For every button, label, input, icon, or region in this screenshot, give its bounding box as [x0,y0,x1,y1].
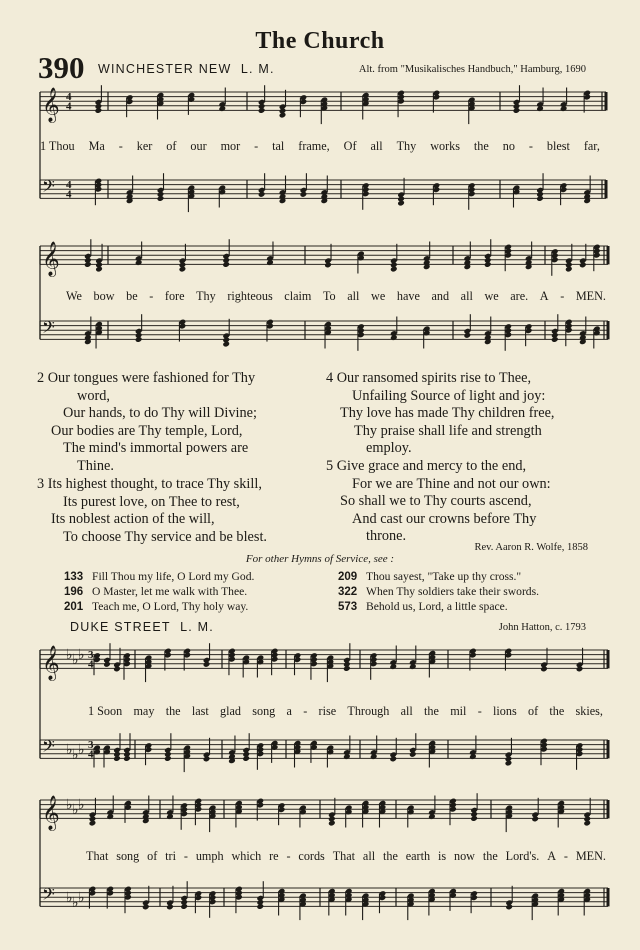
lyric-syllable: fore [164,289,185,303]
composer-credit: John Hatton, c. 1793 [498,622,586,633]
flat-icon: ♭ [78,889,85,906]
hymn2-lyric-line-2 [86,849,606,864]
lyric-syllable: of [527,704,539,718]
note-head [389,756,397,763]
lyric-syllable: Thy [196,289,216,303]
note-head [203,661,211,668]
lyric-syllable: and [431,289,450,303]
note-head [179,266,187,273]
time-signature-bottom: 4 [88,748,94,761]
note-head [222,341,230,348]
lyric-syllable: we [371,289,386,303]
note-head [222,261,230,268]
lyric-syllable: - [563,849,568,863]
time-signature-top: 4 [66,179,72,192]
lyric-syllable: claim [284,289,312,303]
lyric-syllable: - [477,704,482,718]
time-signature-bottom: 4 [88,658,94,671]
lyric-syllable: A [547,849,556,863]
lyric-syllable: are. [510,289,529,303]
lyric-syllable: the [424,704,439,718]
note-head [95,107,103,114]
lyric-syllable: last [191,704,209,718]
other-hymns-right [338,570,608,615]
stanza-line: The mind's immortal powers are [63,440,249,457]
flat-icon: ♭ [66,647,73,664]
hymn-reference[interactable] [338,585,608,600]
note-head [540,666,548,673]
note-head [242,755,250,762]
lyric-syllable: lions [493,704,517,718]
note-head [113,755,121,762]
lyric-syllable: - [149,289,154,303]
stanza-line: So shall we to Thy courts ascend, [340,493,532,510]
stanza-line: throne. [366,528,407,545]
lyric-syllable: works [430,139,460,153]
stanza-4 [326,370,616,458]
music-source: Alt. from "Musikalisches Handbuch," Hamburg, 1690 [358,64,586,75]
lyric-syllable: umph [195,849,224,863]
other-hymns-left [64,570,334,615]
stanza-2 [37,370,327,476]
lyric-syllable: which [231,849,262,863]
lyric-syllable: - [560,289,565,303]
lyric-syllable: song [252,704,276,718]
lyric-syllable: ker [136,139,153,153]
note-head [505,760,513,767]
lyric-syllable: That [86,849,109,863]
lyric-syllable: glad [220,704,241,718]
page-title: The Church [255,28,385,54]
lyric-syllable: we [484,289,499,303]
note-head [565,266,573,273]
lyric-syllable: all [347,289,360,303]
lyric-syllable: bow [93,289,115,303]
note-head [84,261,92,268]
note-head [258,191,266,198]
note-head [142,904,150,911]
stanza-line: Its noblest action of the will, [51,511,215,528]
reference-number: 201 [64,601,84,613]
reference-title: Fill Thou my life, O Lord my God. [92,570,255,583]
lyric-syllable: the [473,139,489,153]
lyric-syllable: all [460,289,473,303]
stanza-line: To choose Thy service and be blest. [63,528,267,545]
lyric-syllable: song [116,849,140,863]
hymn-reference[interactable] [64,585,334,600]
note-head [89,820,97,827]
note-head [343,665,351,672]
lyric-syllable: cords [298,849,325,863]
other-hymns-heading: For other Hymns of Service, see : [245,553,395,565]
stanza-5 [326,458,616,546]
note-head [279,112,287,119]
stanza-line: 2 Our tongues were fashioned for Thy [37,370,256,386]
note-head [258,107,266,114]
flat-icon: ♭ [66,741,73,758]
note-head [551,336,559,343]
note-head [300,191,308,198]
lyric-syllable: Ma [88,139,105,153]
note-head [484,261,492,268]
lyric-syllable: blest [546,139,570,153]
lyric-syllable: all [362,849,376,863]
note-head [470,815,478,822]
lyric-syllable: Through [347,704,390,718]
lyric-syllable: the [549,704,565,718]
note-head [113,666,121,673]
hymn-reference[interactable] [64,600,334,615]
stanza-line: And cast our crowns before Thy [352,510,537,527]
reference-title: Thou sayest, "Take up thy cross." [366,570,522,583]
lyric-syllable: the [165,704,181,718]
note-head [390,266,398,273]
lyric-syllable: be [126,289,138,303]
lyric-syllable: the [482,849,498,863]
lyric-syllable: our [190,139,207,153]
reference-title: O Master, let me walk with Thee. [92,585,248,598]
reference-number: 322 [338,586,358,598]
time-signature-top: 3 [88,739,94,752]
lyric-syllable: of [166,139,177,153]
flat-icon: ♭ [66,889,73,906]
stanza-line: Our bodies are Thy temple, Lord, [51,422,243,439]
time-signature-bottom: 4 [66,188,72,201]
flat-icon: ♭ [78,797,85,814]
lyric-syllable: - [528,139,533,153]
stanza-line: For we are Thine and not our own: [352,475,551,492]
flat-icon: ♭ [72,652,79,669]
lyric-syllable: frame, [298,139,330,153]
text-author: Rev. Aaron R. Wolfe, 1858 [474,542,588,553]
lyric-syllable: now [453,849,475,863]
lyric-syllable: Of [343,139,357,153]
flat-icon: ♭ [72,894,79,911]
flat-icon: ♭ [72,802,79,819]
reference-number: 196 [64,586,84,598]
lyric-syllable: A [539,289,549,303]
lyric-syllable: is [437,849,447,863]
lyric-syllable: all [370,139,383,153]
note-head [579,262,587,269]
lyric-syllable: all [400,704,413,718]
lyric-syllable: tal [272,139,285,153]
note-head [157,195,165,202]
lyric-syllable: MEN. [575,289,606,303]
stanza-line: 5 Give grace and mercy to the end, [326,458,527,474]
note-head [531,816,539,823]
lyric-syllable: earth [405,849,431,863]
stanza-line: 4 Our ransomed spirits rise to Thee, [326,370,532,386]
lyric-syllable: tri [165,849,176,863]
lyric-syllable: re [269,849,279,863]
bass-clef-icon: 𝄢 [42,883,55,908]
tune2-meter: L. M. [180,620,214,634]
lyric-syllable: of [147,849,158,863]
lyric-syllable: MEN. [575,849,606,863]
note-head [463,332,471,339]
note-head [513,107,521,114]
tune-title: WINCHESTER NEW [98,62,232,76]
note-head [164,755,172,762]
note-head [103,661,111,668]
stanza-line: Its purest love, on Thee to rest, [63,493,240,510]
reference-number: 209 [338,571,358,583]
bass-clef-icon: 𝄢 [42,735,55,760]
bass-clef-icon: 𝄢 [42,316,55,341]
note-head [95,266,103,273]
lyric-syllable: 1 Thou [40,139,75,153]
tune-meter: L. M. [240,62,275,76]
reference-title: Behold us, Lord, a little space. [366,600,508,613]
note-head [166,904,174,911]
lyric-syllable: no [502,139,515,153]
time-signature-bottom: 4 [66,100,72,113]
note-head [505,904,513,911]
note-head [256,903,264,910]
lyric-syllable: have [396,289,420,303]
bass-clef-icon: 𝄢 [42,175,55,200]
flat-icon: ♭ [78,741,85,758]
note-head [397,200,405,207]
note-head [576,666,584,673]
hymn1-lyric-line-2 [66,289,606,304]
hymn2-lyric-line-1 [88,704,603,719]
lyric-syllable: skies, [575,704,603,718]
lyric-syllable: That [332,849,356,863]
lyric-syllable: the [382,849,398,863]
stanza-line: word, [77,387,110,404]
lyric-syllable: mil [450,704,467,718]
lyric-syllable: Thy [396,139,417,153]
note-head [203,756,211,763]
lyric-syllable: - [254,139,259,153]
lyric-syllable: - [303,704,308,718]
note-head [324,262,332,269]
tune2-title: DUKE STREET [70,620,171,634]
treble-clef-icon: 𝄞 [42,795,60,831]
lyric-syllable: To [322,289,336,303]
hymn-number: 390 [38,50,85,85]
hymn-reference[interactable] [338,600,608,615]
treble-clef-icon: 𝄞 [42,241,60,277]
lyric-syllable: may [133,704,155,718]
stanza-3 [37,476,327,546]
note-head [583,820,591,827]
reference-number: 573 [338,601,358,613]
lyric-syllable: rise [318,704,337,718]
treble-clef-icon: 𝄞 [42,87,60,123]
lyric-syllable: 1 Soon [88,704,123,718]
stanza-line: 3 Its highest thought, to trace Thy skill, [37,476,262,492]
lyric-syllable: - [286,849,291,863]
reference-title: Teach me, O Lord, Thy holy way. [92,600,249,613]
lyric-syllable: - [118,139,123,153]
note-head [328,820,336,827]
stanza-line: Thy praise shall life and strength [354,422,542,439]
flat-icon: ♭ [66,797,73,814]
flat-icon: ♭ [78,647,85,664]
lyric-syllable: righteous [227,289,273,303]
time-signature-top: 4 [66,91,72,104]
tune2-name [70,620,214,634]
stanza-line: Unfailing Source of light and joy: [352,387,546,404]
stanza-line: Thy love has made Thy children free, [340,405,555,422]
lyric-syllable: - [183,849,188,863]
time-signature-top: 3 [88,649,94,662]
note-head [123,755,131,762]
hymn-reference[interactable] [64,570,334,585]
lyric-syllable: We [66,289,82,303]
note-head [135,336,143,343]
stanza-line: employ. [366,440,412,457]
hymn-reference[interactable] [338,570,608,585]
stanza-line: Thine. [77,457,114,474]
note-head [536,195,544,202]
treble-clef-icon: 𝄞 [42,645,60,681]
lyric-syllable: Lord's. [505,849,540,863]
reference-number: 133 [64,571,84,583]
note-head [180,903,188,910]
lyric-syllable: a [286,704,292,718]
hymn1-lyric-line-1 [40,139,600,154]
lyric-syllable: far, [583,139,600,153]
lyric-syllable: mor [220,139,241,153]
reference-title: When Thy soldiers take their swords. [366,585,540,598]
flat-icon: ♭ [72,746,79,763]
note-head [409,751,417,758]
stanza-line: Our hands, to do Thy will Divine; [63,405,257,422]
